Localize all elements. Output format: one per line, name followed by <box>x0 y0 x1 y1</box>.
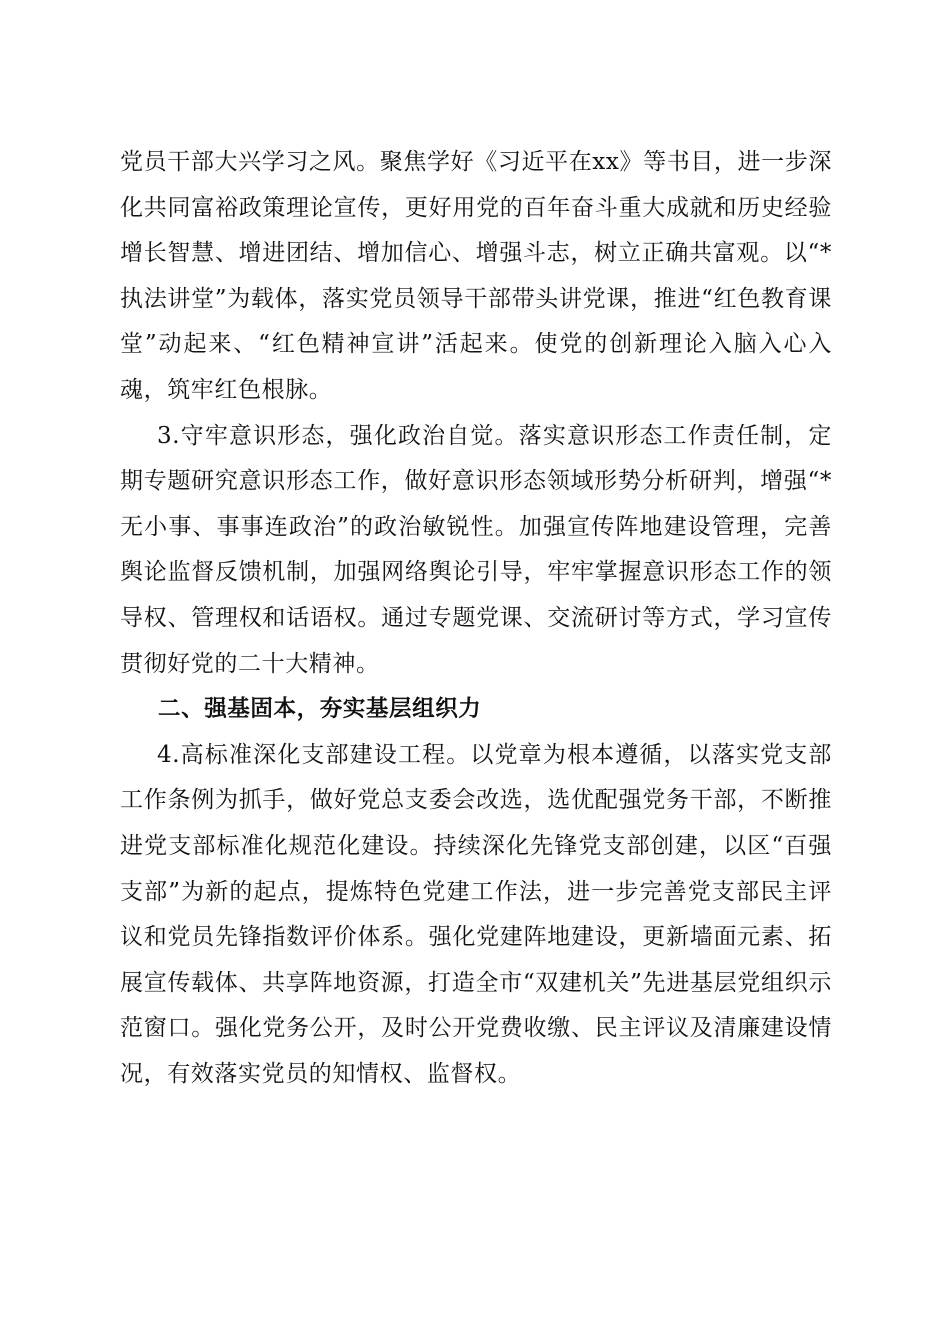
section-heading-2: 二、强基固本，夯实基层组织力 <box>158 696 482 723</box>
paragraph-item-3-ideology: 3.守牢意识形态，强化政治自觉。落实意识形态工作责任制，定期专题研究意识形态工作，做好意识形态领域形势分析研判，增强“*无小事、事事连政治”的政治敏锐性。加强宣传阵地建设管理，完善舆论监督反馈机制，加强网络舆论引导，牢牢掌握意识形态工作的领导权、管理权和话语权。通过专题党课、交流研讨等方式，学习宣传贯彻好党的二十大精神。 <box>120 422 832 677</box>
paragraph-party-study: 党员干部大兴学习之风。聚焦学好《习近平在xx》等书目，进一步深化共同富裕政策理论宣传，更好用党的百年奋斗重大成就和历史经验增长智慧、增进团结、增加信心、增强斗志，树立正确共富观。以“*执法讲堂”为载体，落实党员领导干部带头讲党课，推进“红色教育课堂”动起来、“红色精神宣讲”活起来。使党的创新理论入脑入心入魂，筑牢红色根脉。 <box>120 149 832 403</box>
paragraph-item-4-branch-building: 4.高标准深化支部建设工程。以党章为根本遵循，以落实党支部工作条例为抓手，做好党总支委会改选，选优配强党务干部，不断推进党支部标准化规范化建设。持续深化先锋党支部创建，以区“百强支部”为新的起点，提炼特色党建工作法，进一步完善党支部民主评议和党员先锋指数评价体系。强化党建阵地建设，更新墙面元素、拓展宣传载体、共享阵地资源，打造全市“双建机关”先进基层党组织示范窗口。强化党务公开，及时公开党费收缴、民主评议及清廉建设情况，有效落实党员的知情权、监督权。 <box>120 741 832 1087</box>
document-body <box>120 140 832 1097</box>
